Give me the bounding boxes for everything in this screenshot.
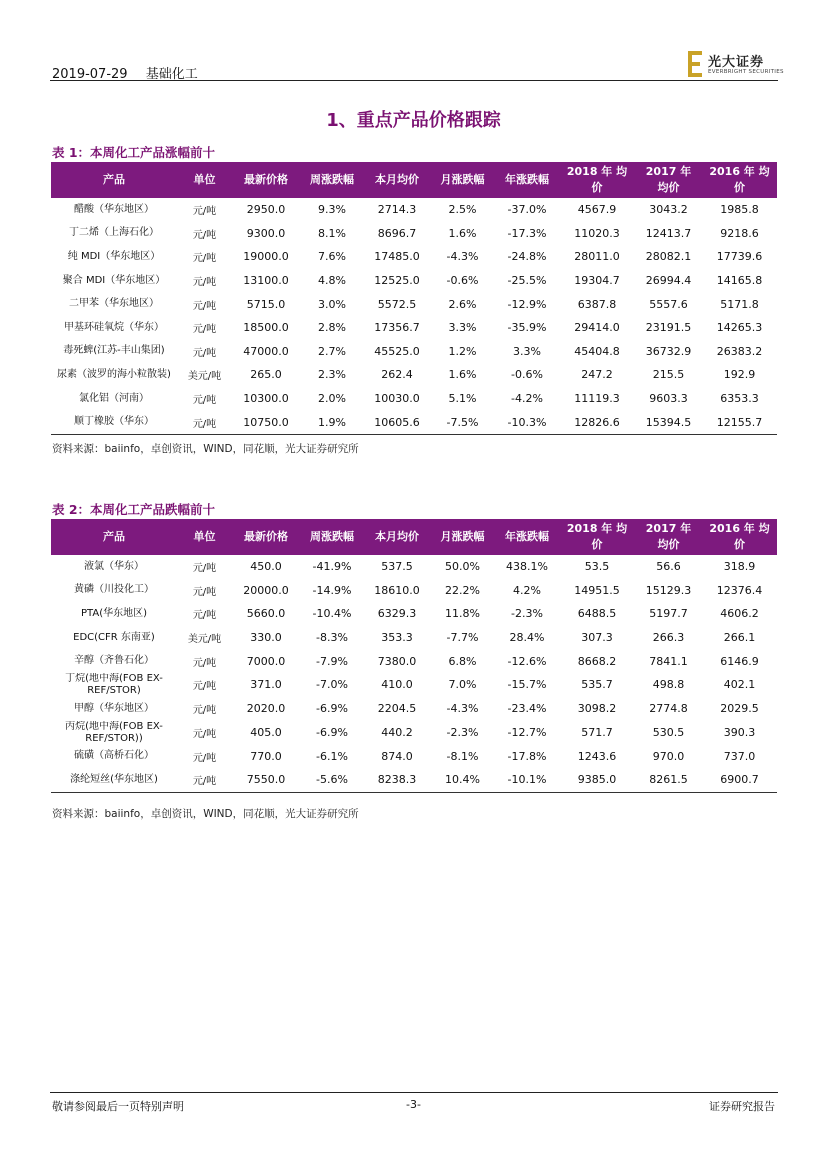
unit-cell: 元/吨 [192,324,217,336]
value-cell: 17356.7 [374,321,420,335]
value-cell: -2.3% [511,607,543,621]
value-cell: 6353.3 [720,392,759,406]
value-cell: -24.8% [507,250,547,264]
value-cell: 5171.8 [720,297,759,311]
value-cell: 405.0 [250,726,282,740]
company-logo [688,49,784,79]
product-cell: 毒死蜱(江苏-丰山集团) [63,345,165,357]
product-cell: 二甲苯（华东地区） [69,298,159,310]
value-cell: -23.4% [507,702,547,716]
value-cell: 6900.7 [702,768,777,792]
table-row [51,673,777,697]
value-cell: -25.5% [507,274,547,288]
product-cell: 涤纶短丝(华东地区) [51,768,177,792]
value-cell: 45525.0 [374,344,420,358]
value-cell: -0.6% [446,274,479,288]
report-category: 基础化工 [145,67,198,82]
value-cell: 3.0% [318,297,346,311]
value-cell: 8238.3 [364,768,430,792]
column-header: 2017 年 均价 [635,519,702,555]
value-cell: 265.0 [250,368,282,382]
value-cell: 247.2 [581,368,613,382]
value-cell: 9218.6 [720,226,759,240]
table-row [51,387,777,411]
value-cell: 8261.5 [635,768,702,792]
product-cell: 丁烷(地中海(FOB EX-REF/STOR) [65,672,163,696]
value-cell: 50.0% [445,560,480,574]
value-cell: 1.6% [448,368,477,382]
table-row [51,626,777,650]
column-header: 2016 年 均价 [702,162,777,198]
value-cell: 215.5 [652,368,685,382]
column-header: 周涨跌幅 [300,162,364,198]
table2-body [51,555,777,792]
product-cell: 聚合 MDI（华东地区） [62,274,166,286]
product-cell: PTA(华东地区) [80,607,147,619]
value-cell: 390.3 [723,726,756,740]
value-cell: 10750.0 [232,410,300,434]
value-cell: -2.3% [446,726,479,740]
value-cell: 318.9 [723,560,756,574]
table2-caption: 表 2：本周化工产品跌幅前十 [52,502,216,517]
value-cell: 4.2% [513,583,541,597]
unit-cell: 元/吨 [177,410,232,434]
product-cell: 醋酸（华东地区） [74,203,154,215]
value-cell: 7841.1 [649,654,688,668]
value-cell: 9603.3 [649,392,688,406]
unit-cell: 元/吨 [192,229,217,241]
column-header: 最新价格 [232,162,300,198]
column-header: 单位 [177,162,232,198]
value-cell: 12525.0 [374,274,420,288]
value-cell: 13100.0 [243,274,289,288]
value-cell: 5197.7 [649,607,688,621]
value-cell: 7550.0 [232,768,300,792]
column-header: 月涨跌幅 [430,162,495,198]
column-header: 年涨跌幅 [495,519,559,555]
table1-header [51,162,777,198]
value-cell: 1243.6 [577,749,617,763]
value-cell: -7.7% [446,631,479,645]
value-cell: -6.9% [316,702,348,716]
value-cell: 192.9 [723,368,756,382]
value-cell: 22.2% [445,583,480,597]
table-row [51,579,777,603]
value-cell: 14265.3 [716,321,763,335]
value-cell: -8.1% [446,749,479,763]
unit-cell: 美元/吨 [187,634,222,646]
unit-cell: 元/吨 [192,657,217,669]
table-row [51,721,777,745]
value-cell: 12155.7 [702,410,777,434]
value-cell: 537.5 [381,560,413,574]
table-row [51,222,777,246]
value-cell: 45404.8 [574,344,620,358]
column-header: 单位 [177,519,232,555]
value-cell: 2020.0 [246,702,286,716]
value-cell: -35.9% [507,321,547,335]
value-cell: -4.2% [511,392,543,406]
value-cell: 8668.2 [577,654,617,668]
value-cell: 266.3 [652,631,685,645]
value-cell: 2.0% [318,392,346,406]
value-cell: 5557.6 [649,297,688,311]
value-cell: 14165.8 [716,274,763,288]
value-cell: 19000.0 [243,250,289,264]
product-cell: EDC(CFR 东南亚) [73,631,155,643]
value-cell: 26383.2 [716,344,763,358]
value-cell: -4.3% [446,250,479,264]
value-cell: 9.3% [318,203,346,217]
value-cell: 10605.6 [364,410,430,434]
value-cell: 450.0 [250,560,282,574]
value-cell: 2.3% [318,368,346,382]
value-cell: -12.6% [507,654,547,668]
value-cell: 15394.5 [635,410,702,434]
table2-source: 资料来源：baiinfo，卓创资讯，WIND，同花顺，光大证券研究所 [52,808,359,820]
value-cell: 770.0 [250,749,282,763]
product-cell: 纯 MDI（华东地区） [67,250,161,262]
value-cell: 6329.3 [377,607,417,621]
product-cell: 丙烷(地中海(FOB EX-REF/STOR)) [65,720,163,744]
value-cell: 17485.0 [374,250,420,264]
value-cell: 438.1% [506,560,548,574]
unit-cell: 美元/吨 [187,371,222,383]
value-cell: 2.6% [448,297,477,311]
table-row [51,340,777,364]
table-row [51,198,777,222]
value-cell: 23191.5 [645,321,692,335]
value-cell: -7.9% [316,654,348,668]
value-cell: -37.0% [507,203,547,217]
table-row [51,649,777,673]
value-cell: 2.8% [318,321,346,335]
value-cell: 5572.5 [377,297,417,311]
column-header: 产品 [51,519,177,555]
value-cell: 2774.8 [649,702,688,716]
column-header: 本月均价 [364,519,430,555]
value-cell: 530.5 [652,726,685,740]
value-cell: 2714.3 [377,203,417,217]
value-cell: -17.8% [507,749,547,763]
value-cell: -12.9% [507,297,547,311]
table-row [51,410,777,434]
column-header: 年涨跌幅 [495,162,559,198]
value-cell: 6146.9 [720,654,759,668]
footer-rule [50,1092,778,1093]
value-cell: 47000.0 [243,344,289,358]
value-cell: 440.2 [381,726,413,740]
logo-name: 光大证券 [708,55,765,70]
column-header: 月涨跌幅 [430,519,495,555]
table2 [51,519,777,793]
value-cell: 18610.0 [374,583,420,597]
value-cell: -10.1% [495,768,559,792]
product-cell: 黄磷（川投化工） [74,584,154,596]
table-row [51,745,777,769]
value-cell: 11119.3 [574,392,620,406]
value-cell: 15129.3 [645,583,692,597]
value-cell: -7.5% [430,410,495,434]
unit-cell: 元/吨 [192,300,217,312]
table-row [51,316,777,340]
value-cell: 535.7 [581,678,613,692]
value-cell: 402.1 [723,678,756,692]
value-cell: 2950.0 [246,203,286,217]
value-cell: -7.0% [316,678,348,692]
table1-source: 资料来源：baiinfo，卓创资讯，WIND，同花顺，光大证券研究所 [52,443,359,455]
value-cell: 5660.0 [246,607,286,621]
value-cell: 9300.0 [246,226,286,240]
value-cell: 4.8% [318,274,346,288]
product-cell: 尿素（波罗的海小粒散装) [57,368,171,380]
value-cell: 29414.0 [574,321,620,335]
product-cell: 辛醇（齐鲁石化） [74,655,154,667]
table-row [51,269,777,293]
unit-cell: 元/吨 [192,563,217,575]
value-cell: 371.0 [250,678,282,692]
value-cell: 8.1% [318,226,346,240]
column-header: 最新价格 [232,519,300,555]
value-cell: 56.6 [656,560,681,574]
unit-cell: 元/吨 [192,752,217,764]
value-cell: 2.7% [318,344,346,358]
value-cell: 874.0 [381,749,413,763]
value-cell: 7.0% [448,678,477,692]
value-cell: 266.1 [723,631,756,645]
value-cell: -8.3% [316,631,348,645]
value-cell: 19304.7 [574,274,620,288]
product-cell: 液氯（华东） [84,560,144,572]
value-cell: -5.6% [300,768,364,792]
value-cell: 3098.2 [577,702,617,716]
table1 [51,162,777,435]
value-cell: 1.2% [448,344,477,358]
unit-cell: 元/吨 [192,277,217,289]
value-cell: 1985.8 [720,203,759,217]
value-cell: 17739.6 [716,250,763,264]
unit-cell: 元/吨 [177,768,232,792]
value-cell: -41.9% [312,560,352,574]
product-cell: 顺丁橡胶（华东） [51,410,177,434]
unit-cell: 元/吨 [192,347,217,359]
value-cell: 7.6% [318,250,346,264]
value-cell: 28082.1 [645,250,692,264]
value-cell: 14951.5 [574,583,620,597]
value-cell: 12413.7 [645,226,692,240]
table-row [51,768,777,792]
value-cell: 3.3% [513,344,541,358]
value-cell: 737.0 [723,749,756,763]
unit-cell: 元/吨 [192,586,217,598]
value-cell: 18500.0 [243,321,289,335]
unit-cell: 元/吨 [192,729,217,741]
column-header: 本月均价 [364,162,430,198]
value-cell: -15.7% [507,678,547,692]
header-rule [50,80,778,81]
unit-cell: 元/吨 [192,705,217,717]
report-date: 2019-07-29 [52,67,128,82]
value-cell: -4.3% [446,702,479,716]
column-header: 2016 年 均价 [702,519,777,555]
value-cell: 53.5 [584,560,610,574]
product-cell: 氯化铝（河南） [79,392,149,404]
value-cell: 10.4% [430,768,495,792]
value-cell: 6387.8 [577,297,617,311]
value-cell: -17.3% [507,226,547,240]
product-cell: 丁二烯（上海石化） [69,227,159,239]
value-cell: 262.4 [381,368,413,382]
value-cell: 498.8 [652,678,685,692]
table-row [51,697,777,721]
column-header: 2018 年 均价 [559,162,635,198]
footer-report-type: 证券研究报告 [709,1100,775,1113]
value-cell: -14.9% [312,583,352,597]
unit-cell: 元/吨 [192,253,217,265]
table-row [51,363,777,387]
value-cell: 28.4% [509,631,545,645]
value-cell: 12826.6 [559,410,635,434]
value-cell: -0.6% [511,368,543,382]
value-cell: 3043.2 [649,203,688,217]
value-cell: 6488.5 [577,607,617,621]
value-cell: 307.3 [581,631,613,645]
value-cell: -10.4% [312,607,352,621]
value-cell: -6.9% [316,726,348,740]
value-cell: 4567.9 [577,203,617,217]
value-cell: 8696.7 [377,226,417,240]
column-header: 2017 年 均价 [635,162,702,198]
table1-caption: 表 1：本周化工产品涨幅前十 [52,145,216,160]
value-cell: -12.7% [507,726,547,740]
value-cell: -6.1% [316,749,348,763]
value-cell: 9385.0 [559,768,635,792]
value-cell: 28011.0 [574,250,620,264]
value-cell: 5715.0 [246,297,286,311]
column-header: 周涨跌幅 [300,519,364,555]
table1-body [51,198,777,434]
value-cell: 2029.5 [720,702,759,716]
section-title: 1、重点产品价格跟踪 [326,110,501,131]
value-cell: 3.3% [448,321,477,335]
value-cell: 353.3 [381,631,413,645]
header-row [51,519,777,555]
value-cell: 7000.0 [246,654,286,668]
value-cell: 1.6% [448,226,477,240]
value-cell: 11.8% [445,607,480,621]
value-cell: 20000.0 [243,583,289,597]
value-cell: 26994.4 [645,274,692,288]
value-cell: -10.3% [495,410,559,434]
value-cell: 6.8% [448,654,477,668]
value-cell: 10030.0 [374,392,420,406]
logo-mark-icon [688,51,704,77]
unit-cell: 元/吨 [192,610,217,622]
product-cell: 硫磺（高桥石化） [74,750,154,762]
table-row [51,245,777,269]
value-cell: 330.0 [250,631,282,645]
table-row [51,555,777,579]
value-cell: 2.5% [448,203,477,217]
page-number: -3- [406,1098,421,1111]
product-cell: 甲基环硅氧烷（华东） [64,321,164,333]
value-cell: 2204.5 [377,702,417,716]
product-cell: 甲醇（华东地区） [74,702,154,714]
value-cell: 36732.9 [645,344,692,358]
logo-subtitle: EVERBRIGHT SECURITIES [708,69,784,75]
value-cell: 12376.4 [716,583,763,597]
value-cell: 410.0 [381,678,413,692]
footer-disclaimer: 敬请参阅最后一页特别声明 [52,1100,184,1113]
unit-cell: 元/吨 [192,681,217,693]
value-cell: 571.7 [581,726,613,740]
table2-header [51,519,777,555]
column-header: 产品 [51,162,177,198]
value-cell: 5.1% [448,392,477,406]
value-cell: 7380.0 [377,654,417,668]
unit-cell: 元/吨 [192,206,217,218]
header-row [51,162,777,198]
column-header: 2018 年 均价 [559,519,635,555]
value-cell: 11020.3 [574,226,620,240]
value-cell: 10300.0 [243,392,289,406]
value-cell: 4606.2 [720,607,759,621]
value-cell: 1.9% [300,410,364,434]
table-row [51,602,777,626]
table-row [51,292,777,316]
value-cell: 970.0 [652,749,685,763]
unit-cell: 元/吨 [192,395,217,407]
